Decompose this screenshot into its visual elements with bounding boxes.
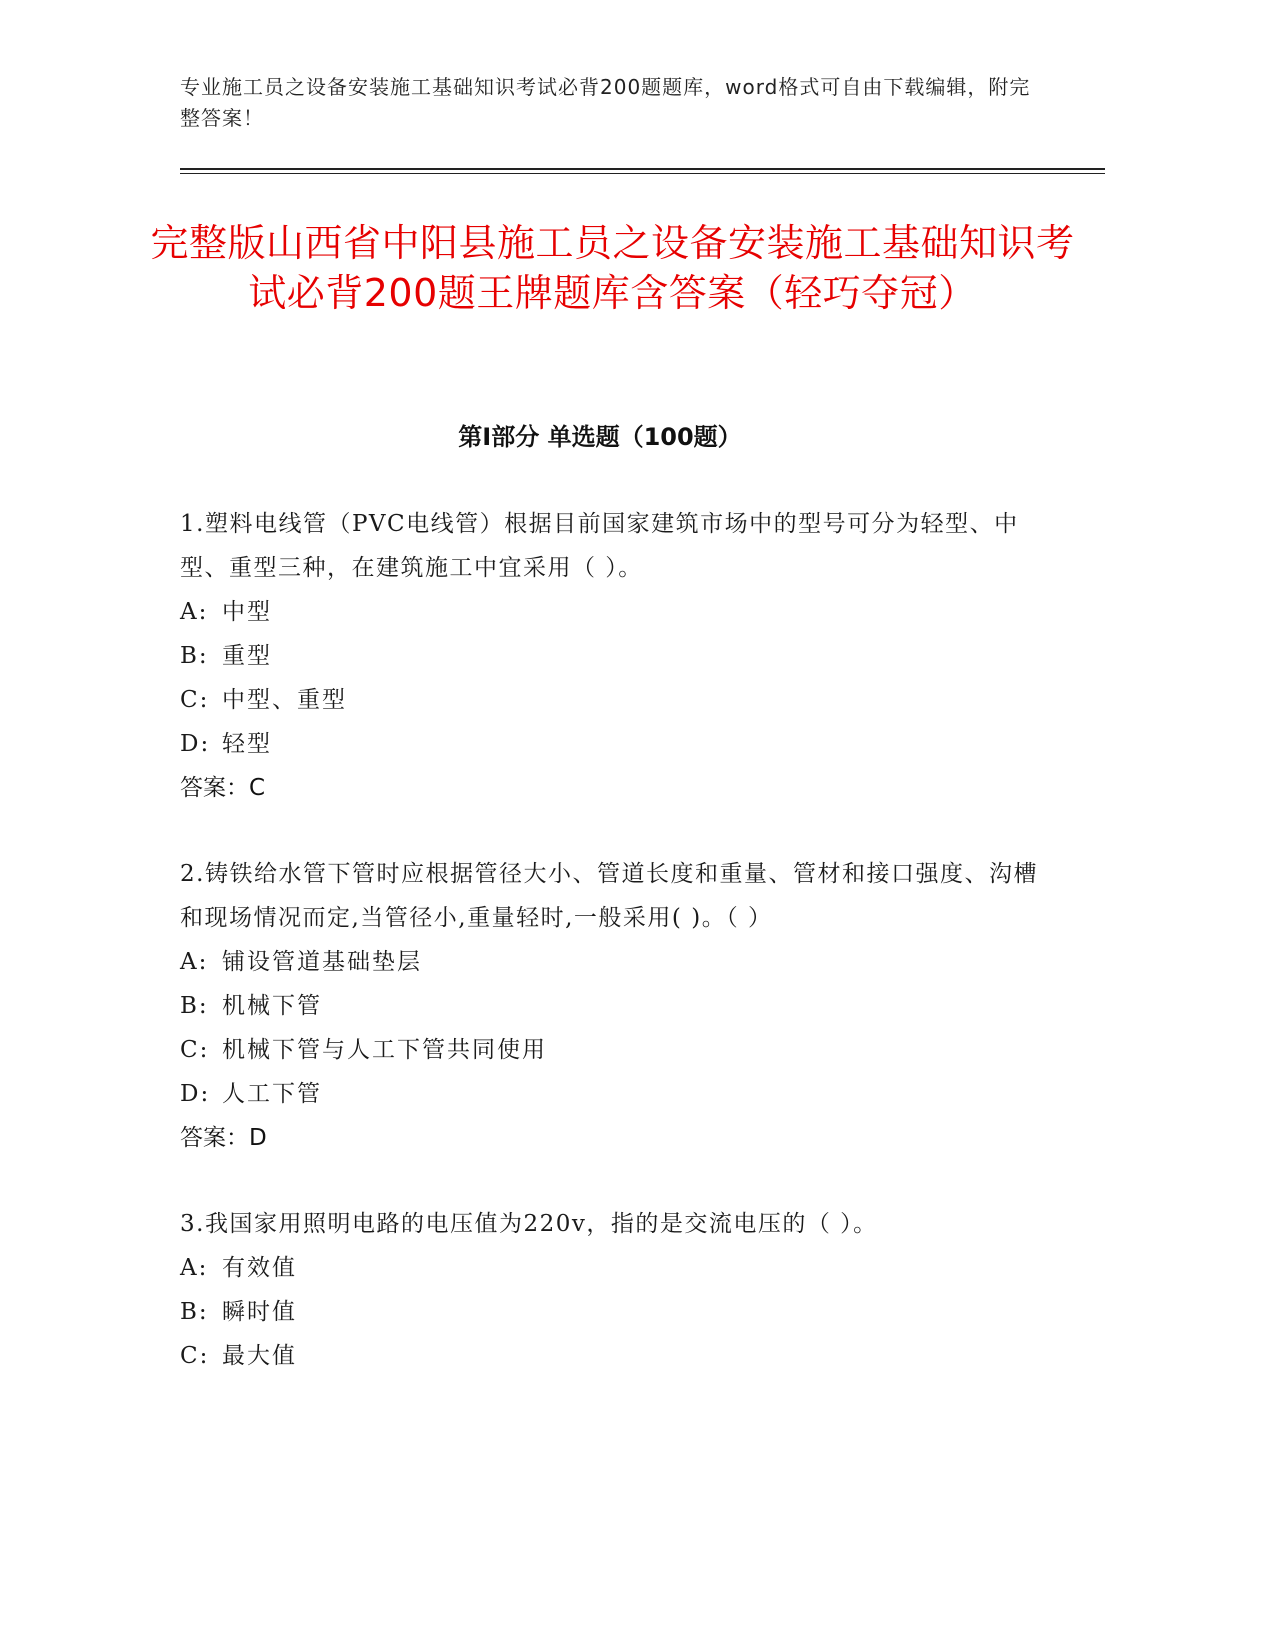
answer-line: 答案：D bbox=[180, 1125, 267, 1151]
option-c bbox=[180, 1334, 1050, 1378]
option-text: 人工下管 bbox=[222, 1081, 322, 1107]
option-letter: B: bbox=[180, 993, 209, 1019]
question-list bbox=[180, 502, 1050, 1420]
question-3 bbox=[180, 1202, 1050, 1378]
option-a bbox=[180, 1246, 1050, 1290]
question-2 bbox=[180, 852, 1050, 1160]
header-divider-thick bbox=[180, 168, 1105, 170]
option-letter: A: bbox=[180, 1255, 209, 1281]
option-text: 有效值 bbox=[222, 1255, 297, 1281]
option-b bbox=[180, 634, 1050, 678]
option-text: 轻型 bbox=[222, 731, 272, 757]
option-letter: B: bbox=[180, 1299, 209, 1325]
option-b bbox=[180, 984, 1050, 1028]
option-c bbox=[180, 1028, 1050, 1072]
option-letter: B: bbox=[180, 643, 209, 669]
option-c bbox=[180, 678, 1050, 722]
header-divider-thin bbox=[180, 173, 1105, 174]
question-stem: 2.铸铁给水管下管时应根据管径大小、管道长度和重量、管材和接口强度、沟槽和现场情况而定,当管径小,重量轻时,一般采用( )。（ ） bbox=[180, 861, 1038, 931]
option-text: 最大值 bbox=[222, 1343, 297, 1369]
option-text: 中型 bbox=[222, 599, 272, 625]
option-a bbox=[180, 940, 1050, 984]
option-letter: D: bbox=[180, 731, 211, 757]
option-text: 机械下管 bbox=[222, 993, 322, 1019]
option-letter: A: bbox=[180, 599, 209, 625]
option-a bbox=[180, 590, 1050, 634]
option-d bbox=[180, 1072, 1050, 1116]
answer-line: 答案：C bbox=[180, 775, 266, 801]
option-text: 瞬时值 bbox=[222, 1299, 297, 1325]
option-letter: A: bbox=[180, 949, 209, 975]
question-stem: 1.塑料电线管（PVC电线管）根据目前国家建筑市场中的型号可分为轻型、中型、重型三种，在建筑施工中宜采用（ ）。 bbox=[180, 511, 1019, 581]
option-text: 重型 bbox=[222, 643, 272, 669]
option-letter: C: bbox=[180, 687, 210, 713]
option-text: 机械下管与人工下管共同使用 bbox=[222, 1037, 547, 1063]
option-letter: C: bbox=[180, 1037, 210, 1063]
question-1 bbox=[180, 502, 1050, 810]
document-title: 完整版山西省中阳县施工员之设备安装施工基础知识考试必背200题王牌题库含答案（轻巧夺冠） bbox=[150, 221, 1075, 315]
option-letter: C: bbox=[180, 1343, 210, 1369]
option-d bbox=[180, 722, 1050, 766]
header-note: 专业施工员之设备安装施工基础知识考试必背200题题库，word格式可自由下载编辑，附完整答案！ bbox=[180, 75, 1031, 130]
section-title: 第Ⅰ部分 单选题（100题） bbox=[458, 423, 742, 451]
option-text: 铺设管道基础垫层 bbox=[222, 949, 422, 975]
option-b bbox=[180, 1290, 1050, 1334]
question-stem: 3.我国家用照明电路的电压值为220v，指的是交流电压的（ ）。 bbox=[180, 1211, 878, 1237]
option-letter: D: bbox=[180, 1081, 211, 1107]
option-text: 中型、重型 bbox=[222, 687, 347, 713]
